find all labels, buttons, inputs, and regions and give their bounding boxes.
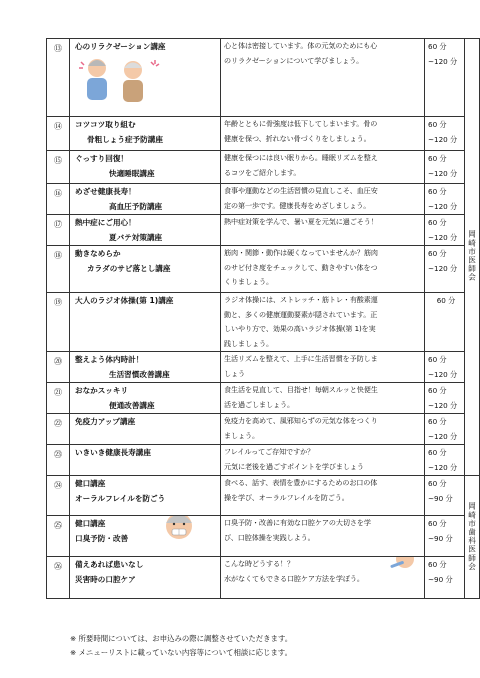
duration: 60 分 ~120 分 [425,383,465,414]
table-row [47,215,480,246]
lecture-description: 年齢とともに骨強度は低下してしまいます。骨の 健康を保つ、折れない骨づくりをしましょう。 [221,117,425,151]
row-number: ⑯ [47,184,70,215]
lecture-title: 健口講座 オーラルフレイルを防ごう [70,476,221,516]
row-number: ㉔ [47,476,70,516]
lecture-description: 心と体は密接しています。体の元気のためにも心 のリラクゼーションについて学びましょう。 [221,39,425,117]
row-number: ⑳ [47,352,70,383]
table-row [47,383,480,414]
footnotes [70,632,292,660]
table-row [47,184,480,215]
lecture-title: いきいき健康長寿講座 [70,445,221,476]
row-number: ⑭ [47,117,70,151]
duration: 60 分 ~90 分 [425,557,465,599]
lecture-description: 免疫力を高めて、風邪知らずの元気な体をつくり ましょう。 [221,414,425,445]
duration: 60 分 ~120 分 [425,414,465,445]
table-row [47,117,480,151]
footnote: ※ 所要時間については、お申込みの際に調整させていただきます。 [70,634,293,643]
row-number: ⑲ [47,293,70,352]
row-number: ㉒ [47,414,70,445]
table-row [47,557,480,599]
elderly-couple-illustration [75,54,165,106]
smiling-tooth-illustration [162,516,196,547]
table-row [47,293,480,352]
table-row [47,414,480,445]
lecture-description: 食事や運動などの生活習慣の見直しこそ、血圧安 定の第一歩です。健康長寿をめざしましょう。 [221,184,425,215]
lecture-title [70,39,221,117]
lecture-title: コツコツ取り組む 骨粗しょう症予防講座 [70,117,221,151]
lecture-title: おなかスッキリ 便通改善講座 [70,383,221,414]
duration: 60 分 [425,293,465,352]
duration: 60 分 ~90 分 [425,516,465,557]
row-number: ⑰ [47,215,70,246]
lecture-title: 整えよう体内時計！ 生活習慣改善講座 [70,352,221,383]
table-row [47,352,480,383]
row-number: ㉖ [47,557,70,599]
lecture-title: 備えあれば患いなし 災害時の口腔ケア [70,557,221,599]
lecture-description: 健康を保つには良い眠りから。睡眠リズムを整え るコツをご紹介します。 [221,151,425,184]
row-number: ㉓ [47,445,70,476]
duration: 60 分 ~120 分 [425,117,465,151]
lecture-title: 免疫力アップ講座 [70,414,221,445]
lecture-description: ラジオ体操には、ストレッチ・筋トレ・有酸素運 動と、多くの健康運動要素が隠されています。正 しいやり方で、効果の高いラジオ体操(第 1)を実 践しましょう。 [221,293,425,352]
org-dental: 岡崎市歯科医師会 [465,476,480,599]
lecture-description: 食べる、話す、表情を豊かにするためのお口の体 操を学び、オーラルフレイルを防ごう。 [221,476,425,516]
lecture-description: 筋肉・関節・動作は硬くなっていませんか？筋肉 のサビ付き度をチェックして、動きやすい体をつ くりましょう。 [221,246,425,293]
duration: 60 分 ~120 分 [425,184,465,215]
title-line: 心のリラクゼーション講座 [75,42,166,51]
lecture-description: 口臭予防・改善に有効な口腔ケアの大切さを学 び、口腔体操を実践しよう。 [221,516,425,557]
lecture-title: 熱中症にご用心！ 夏バテ対策講座 [70,215,221,246]
row-number: ⑱ [47,246,70,293]
lecture-title: 健口講座 口臭予防・改善 [70,516,221,557]
row-number: ㉑ [47,383,70,414]
table-row [47,516,480,557]
table-row [47,445,480,476]
duration: 60 分 ~90 分 [425,476,465,516]
table-row [47,246,480,293]
lecture-description: 生活リズムを整えて、上手に生活習慣を予防しま しょう [221,352,425,383]
duration: 60 分 ~120 分 [425,445,465,476]
lecture-description: 熱中症対策を学んで、暑い夏を元気に過ごそう！ [221,215,425,246]
org-medical: 岡崎市医師会 [465,39,480,476]
lecture-title: 動きなめらか カラダのサビ落とし講座 [70,246,221,293]
lecture-menu-table [46,38,480,599]
row-number: ⑮ [47,151,70,184]
lecture-description: 食生活を見直して、目指せ！毎朝スルッと快便生 活を過ごしましょう。 [221,383,425,414]
lecture-title: めざせ健康長寿！ 高血圧予防講座 [70,184,221,215]
row-number: ⑬ [47,39,70,117]
lecture-description: フレイルってご存知ですか？ 元気に老後を過ごすポイントを学びましょう [221,445,425,476]
table-row [47,151,480,184]
toothbrush-illustration [389,557,419,576]
table-row [47,39,480,117]
footnote: ※ メニューリストに載っていない内容等について相談に応じます。 [70,648,292,657]
lecture-title: ぐっすり回復！ 快適睡眠講座 [70,151,221,184]
duration: 60 分 ~120 分 [425,151,465,184]
duration: 60 分 ~120 分 [425,215,465,246]
lecture-description: こんな時どうする！？ 水がなくてもできる口腔ケア方法を学ぼう。 [221,557,425,599]
duration: 60 分 ~120 分 [425,246,465,293]
table-row [47,476,480,516]
lecture-title: 大人のラジオ体操(第 1)講座 [70,293,221,352]
duration: 60 分 ~120 分 [425,352,465,383]
row-number: ㉕ [47,516,70,557]
duration: 60 分 ~120 分 [425,39,465,117]
